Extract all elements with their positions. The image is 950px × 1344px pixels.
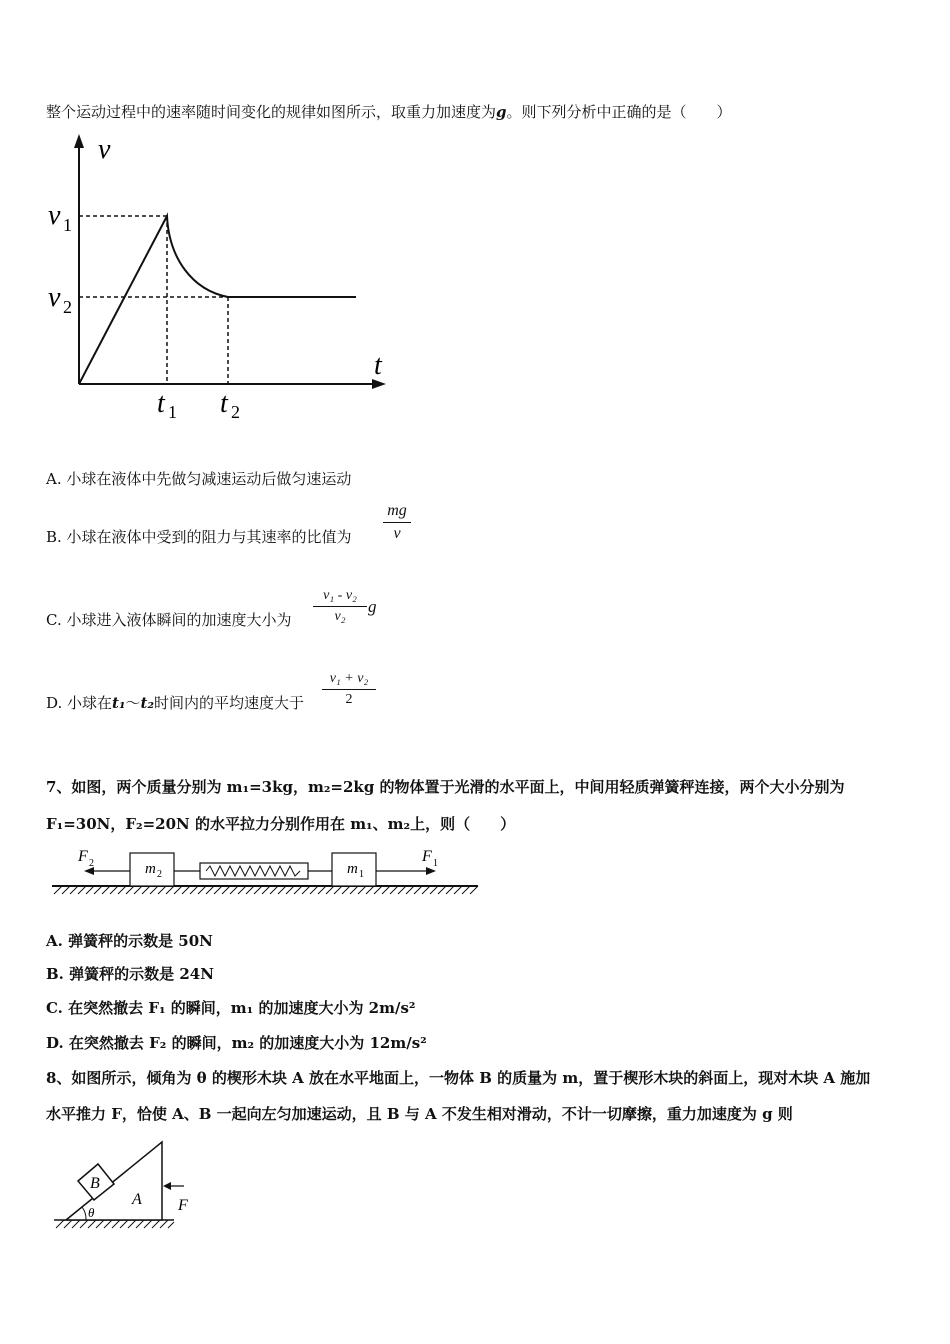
q7-option-d: D. 在突然撤去 F₂ 的瞬间，m₂ 的加速度大小为 12m/s² xyxy=(46,1034,427,1052)
q6-stem-var: g xyxy=(496,103,507,121)
v1-sub: 1 xyxy=(63,215,72,235)
v2-sub: 2 xyxy=(63,297,72,317)
fraction-denominator: v xyxy=(393,525,401,542)
velocity-curve xyxy=(79,216,356,384)
m1-label: m xyxy=(347,861,358,877)
f-label: F xyxy=(178,1197,188,1214)
q7-option-c: C. 在突然撤去 F₁ 的瞬间，m₁ 的加速度大小为 2m/s² xyxy=(46,999,416,1017)
t1-label: t xyxy=(157,388,165,419)
q7-stem-line1: 7、如图，两个质量分别为 m₁=3kg，m₂=2kg 的物体置于光滑的水平面上，中间用轻质弹簧秤连接，两个大小分别为 xyxy=(46,778,845,796)
fraction-numerator: mg xyxy=(387,502,407,519)
q6-option-a: A. 小球在液体中先做匀减速运动后做匀速运动 xyxy=(46,470,352,488)
spring-scale-body xyxy=(200,863,308,879)
option-d-mid: ～ xyxy=(125,694,141,712)
vt-graph xyxy=(40,130,400,430)
y-axis-label: v xyxy=(98,134,111,165)
push-force-arrowhead xyxy=(163,1182,171,1190)
option-d-t1: t₁ xyxy=(112,694,126,712)
q6-stem-text: 整个运动过程中的速率随时间变化的规律如图所示，取重力加速度为 xyxy=(46,103,497,121)
option-d-t2: t₂ xyxy=(140,694,155,712)
f1-sub: 1 xyxy=(433,858,438,869)
q6-option-b: B. 小球在液体中受到的阻力与其速率的比值为 xyxy=(46,528,352,546)
q6-option-d-fraction xyxy=(322,671,376,708)
b-label: B xyxy=(90,1175,100,1192)
a-label: A xyxy=(132,1191,142,1208)
q6-option-b-fraction xyxy=(383,502,411,543)
q7-stem-line2: F₁=30N，F₂=20N 的水平拉力分别作用在 m₁、m₂上，则（ ） xyxy=(46,815,516,833)
fraction-denominator: v₂ xyxy=(334,609,346,624)
x-axis-label: t xyxy=(374,350,382,381)
f1-label: F xyxy=(422,848,432,865)
m2-label: m xyxy=(145,861,156,877)
ground-hatching xyxy=(56,1220,174,1228)
t2-sub: 2 xyxy=(231,402,240,422)
q7-option-b: B. 弹簧秤的示数是 24N xyxy=(46,965,214,983)
fraction-bar xyxy=(313,606,367,607)
spring-figure xyxy=(46,843,486,898)
q6-stem-tail: 。则下列分析中正确的是（ ） xyxy=(506,103,732,121)
wedge-figure xyxy=(52,1138,202,1230)
t1-sub: 1 xyxy=(168,402,177,422)
fraction-numerator: v₁ - v₂ xyxy=(323,588,357,603)
q6-option-d xyxy=(46,693,304,713)
fraction-bar xyxy=(383,522,411,523)
f2-label: F xyxy=(78,848,88,865)
floor-hatching xyxy=(54,886,478,894)
v1-label: v xyxy=(48,200,61,231)
option-d-post: 时间内的平均速度大于 xyxy=(154,694,305,712)
f2-sub: 2 xyxy=(89,858,94,869)
q8-stem-line2: 水平推力 F，恰使 A、B 一起向左匀加速运动，且 B 与 A 不发生相对滑动，不计一切摩擦，重力加速度为 g 则 xyxy=(46,1105,793,1123)
fraction-denominator: 2 xyxy=(345,692,353,707)
q8-stem-line1: 8、如图所示，倾角为 θ 的楔形木块 A 放在水平地面上，一物体 B 的质量为 m，置于楔形木块的斜面上，现对木块 A 施加 xyxy=(46,1069,871,1087)
q6-option-c-g: g xyxy=(368,597,377,616)
theta-label: θ xyxy=(88,1205,95,1220)
m2-sub: 2 xyxy=(157,869,162,880)
v2-label: v xyxy=(48,282,61,313)
m1-sub: 1 xyxy=(359,869,364,880)
q6-option-c: C. 小球进入液体瞬间的加速度大小为 xyxy=(46,611,292,629)
q7-option-a: A. 弹簧秤的示数是 50N xyxy=(46,932,213,950)
fraction-bar xyxy=(322,689,376,690)
fraction-numerator: v₁ + v₂ xyxy=(329,671,369,686)
t2-label: t xyxy=(220,388,228,419)
q6-stem xyxy=(46,102,732,122)
y-axis-arrow xyxy=(74,134,84,148)
option-d-pre: D. 小球在 xyxy=(46,694,113,712)
q6-option-c-fraction xyxy=(313,588,367,625)
